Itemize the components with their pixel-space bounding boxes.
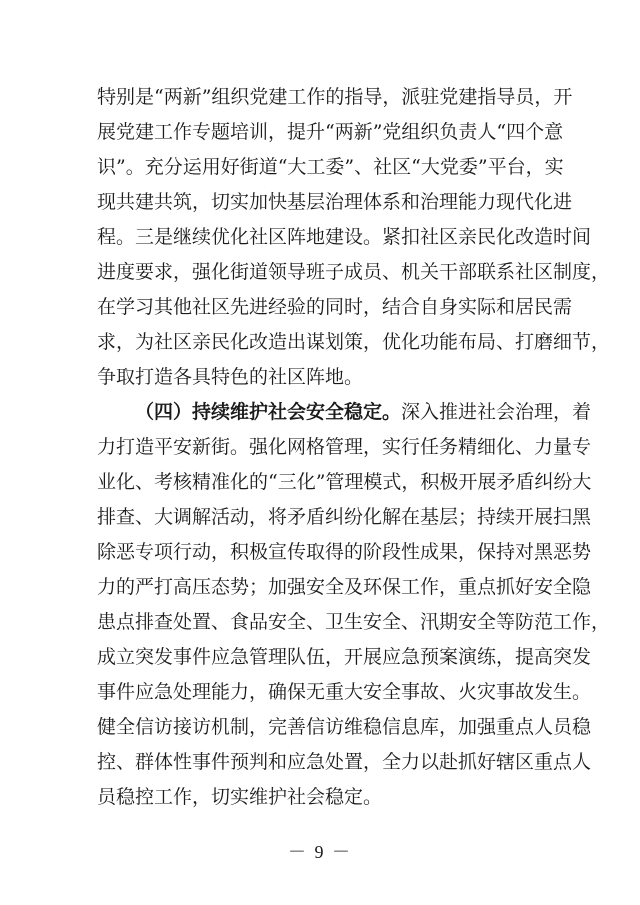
paragraph-line: 员稳控工作，切实维护社会稳定。 bbox=[97, 786, 383, 808]
paragraph-line: 力的严打高压态势；加强安全及环保工作，重点抓好安全隐 bbox=[97, 576, 592, 598]
paragraph-line: 争取打造各具特色的社区阵地。 bbox=[97, 366, 364, 388]
paragraph-line: 排查、大调解活动，将矛盾纠纷化解在基层；持续开展扫黑 bbox=[97, 506, 592, 528]
paragraph-line: 控、群体性事件预判和应急处置，全力以赴抓好辖区重点人 bbox=[97, 751, 592, 773]
page-number: － 9 － bbox=[288, 842, 352, 862]
section-lead-text: 深入推进社会治理，着 bbox=[401, 401, 592, 423]
paragraph-line: 除恶专项行动，积极宣传取得的阶段性成果，保持对黑恶势 bbox=[97, 541, 592, 563]
paragraph-line: 现共建共筑，切实加快基层治理体系和治理能力现代化进 bbox=[97, 191, 573, 213]
paragraph-line: 程。三是继续优化社区阵地建设。紧扣社区亲民化改造时间 bbox=[97, 226, 592, 248]
paragraph-line: 在学习其他社区先进经验的同时，结合自身实际和居民需 bbox=[97, 296, 573, 318]
paragraph-line: 进度要求，强化街道领导班子成员、机关干部联系社区制度， bbox=[97, 261, 611, 283]
paragraph-line: 成立突发事件应急管理队伍，开展应急预案演练，提高突发 bbox=[97, 646, 592, 668]
paragraph-line: 求，为社区亲民化改造出谋划策，优化功能布局、打磨细节， bbox=[97, 331, 611, 353]
paragraph-line: 健全信访接访机制，完善信访维稳信息库，加强重点人员稳 bbox=[97, 716, 592, 738]
section-first-line bbox=[135, 400, 592, 424]
section-heading: （四）持续维护社会安全稳定。 bbox=[135, 401, 402, 423]
paragraph-line: 力打造平安新街。强化网格管理，实行任务精细化、力量专 bbox=[97, 436, 592, 458]
paragraph-line: 患点排查处置、食品安全、卫生安全、汛期安全等防范工作， bbox=[97, 611, 611, 633]
paragraph-line: 特别是“两新”组织党建工作的指导，派驻党建指导员，开 bbox=[97, 86, 573, 108]
paragraph-line: 业化、考核精准化的“三化”管理模式，积极开展矛盾纠纷大 bbox=[97, 471, 592, 493]
paragraph-line: 事件应急处理能力，确保无重大安全事故、火灾事故发生。 bbox=[97, 681, 592, 703]
paragraph-line: 展党建工作专题培训，提升“两新”党组织负责人“四个意 bbox=[97, 121, 564, 143]
paragraph-line: 识”。充分运用好街道“大工委”、社区“大党委”平台，实 bbox=[97, 156, 564, 178]
